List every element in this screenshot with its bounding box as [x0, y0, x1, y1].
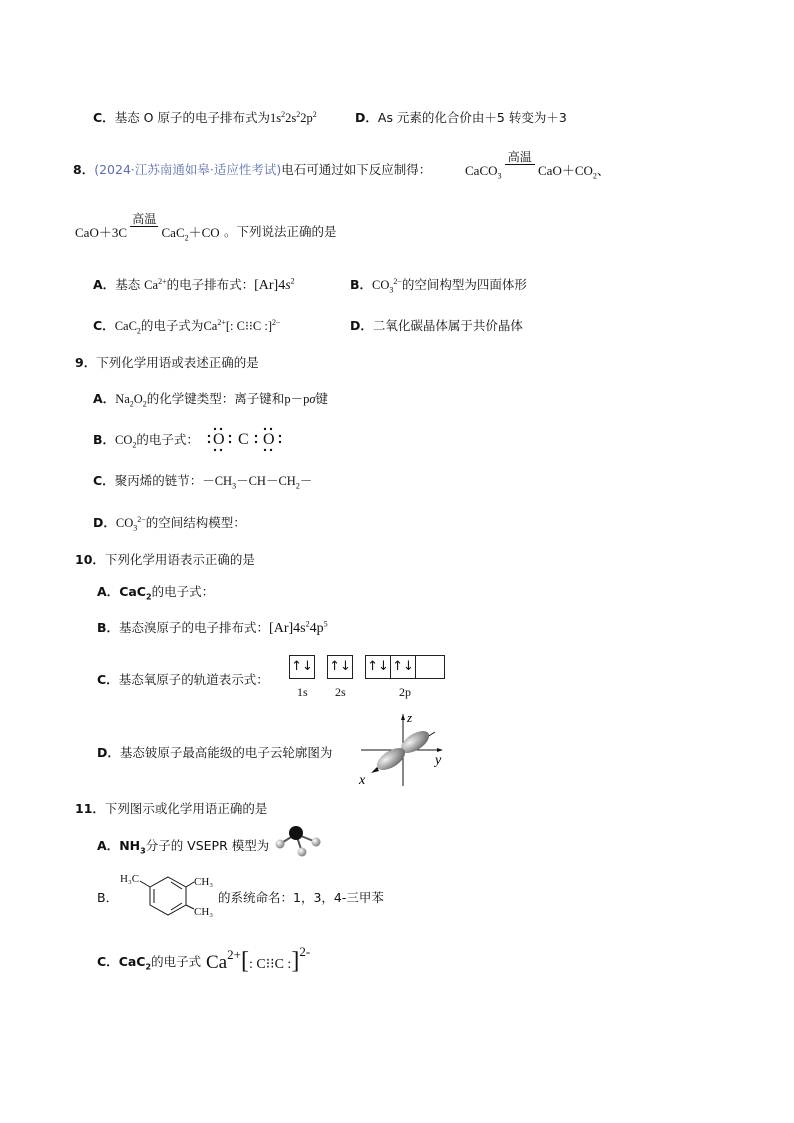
q8-equation-1: CaCO$_3$ 高温 $CaO+CO_2$、 [465, 150, 610, 181]
p-orbital-electron-cloud [355, 710, 450, 788]
q11-stem: 11．下列图示或化学用语正确的是 [75, 801, 268, 816]
q10-option-a: A．CaC$_2$的电子式： [97, 584, 215, 602]
svg-text:O: O [263, 431, 275, 448]
svg-text:CH₃: CH₃ [194, 906, 214, 918]
svg-text:H₃C: H₃C [120, 873, 140, 885]
q10-option-c: C．基态氧原子的轨道表示式： [97, 672, 269, 687]
svg-text:x: x [359, 773, 366, 788]
co2-lewis-structure [205, 425, 285, 453]
q11-option-b-label: B． [97, 890, 119, 905]
q9-stem: 9．下列化学用语或表述正确的是 [75, 355, 259, 370]
svg-text:CH₃: CH₃ [194, 876, 214, 888]
q8-option-d: D．二氧化碳晶体属于共价晶体 [350, 318, 523, 333]
orbital-1s: ↑↓ [289, 655, 315, 679]
q7-c-formula: $1s^22s^22p^2$ [269, 109, 317, 125]
q8-option-b: B．$CO_3^{2-}$的空间构型为四面体形 [350, 276, 527, 295]
q9-option-d: D．$CO_3^{2-}$的空间结构模型： [93, 514, 246, 533]
trimethylbenzene-structure [118, 867, 218, 919]
q8-equation-2: CaO＋3C 高温 CaC$_2$＋CO [75, 212, 220, 243]
q11-option-c: C．CaC$_2$的电子式 [97, 954, 202, 972]
q10-option-b: B．基态溴原子的电子排布式：$[Ar]4s^24p^5$ [97, 619, 328, 636]
svg-text:y: y [435, 753, 442, 768]
svg-text:z: z [407, 710, 413, 725]
q9-option-c: C．聚丙烯的链节：$-CH_3-CH-CH_2-$ [93, 473, 313, 491]
q8-stem-line1: 8．(2024·江苏南通如皋·适应性考试)电石可通过如下反应制得： [73, 162, 432, 177]
q11-c-electron-formula: $Ca^{2+}$[: C⁝⁝C :]$^{2-}$ [206, 944, 311, 974]
orbital-2p-2: ↑↓ [390, 655, 416, 679]
q8-option-c: C．CaC$_2$的电子式为$Ca^{2+}$[: C⁝⁝C :]$^{2-}$ [93, 317, 281, 336]
h-atom [298, 848, 307, 857]
h-atom [276, 840, 285, 849]
q7-option-d: D．As 元素的化合价由＋5 转变为＋3 [355, 110, 567, 125]
q11-option-a: A．$NH_3$分子的 VSEPR 模型为 [97, 838, 270, 856]
nh3-vsepr-model [272, 822, 326, 858]
q9-option-b: B．$CO_2$的电子式： [93, 432, 199, 450]
q10-option-d: D．基态铍原子最高能级的电子云轮廓图为 [97, 745, 333, 760]
orbital-2p-3 [415, 655, 445, 679]
svg-text:C: C [238, 431, 249, 448]
svg-text:O: O [213, 431, 225, 448]
q7-option-c: C．基态 O 原子的电子排布式为$1s^22s^22p^2$ [93, 109, 317, 125]
q10-stem: 10．下列化学用语表示正确的是 [75, 552, 255, 567]
oxygen-orbital-diagram: ↑↓ ↑↓ ↑↓ ↑↓ 1s 2s 2p [289, 655, 449, 701]
q8-stem-line2: 。下列说法正确的是 [224, 224, 337, 239]
orbital-2p-1: ↑↓ [365, 655, 391, 679]
h-atom [312, 838, 321, 847]
orbital-2s: ↑↓ [327, 655, 353, 679]
reaction-condition-2: 高温 [132, 212, 157, 226]
reaction-condition: 高温 [505, 163, 535, 179]
q11-option-b: 的系统命名：1，3，4-三甲苯 [218, 890, 384, 905]
q8-option-a: A．基态 $Ca^{2+}$的电子排布式：$[Ar]4s^2$ [93, 276, 295, 293]
q9-option-a: A．$Na_2O_2$的化学键类型：离子键和p－pσ键 [93, 391, 329, 409]
n-atom [289, 826, 303, 840]
